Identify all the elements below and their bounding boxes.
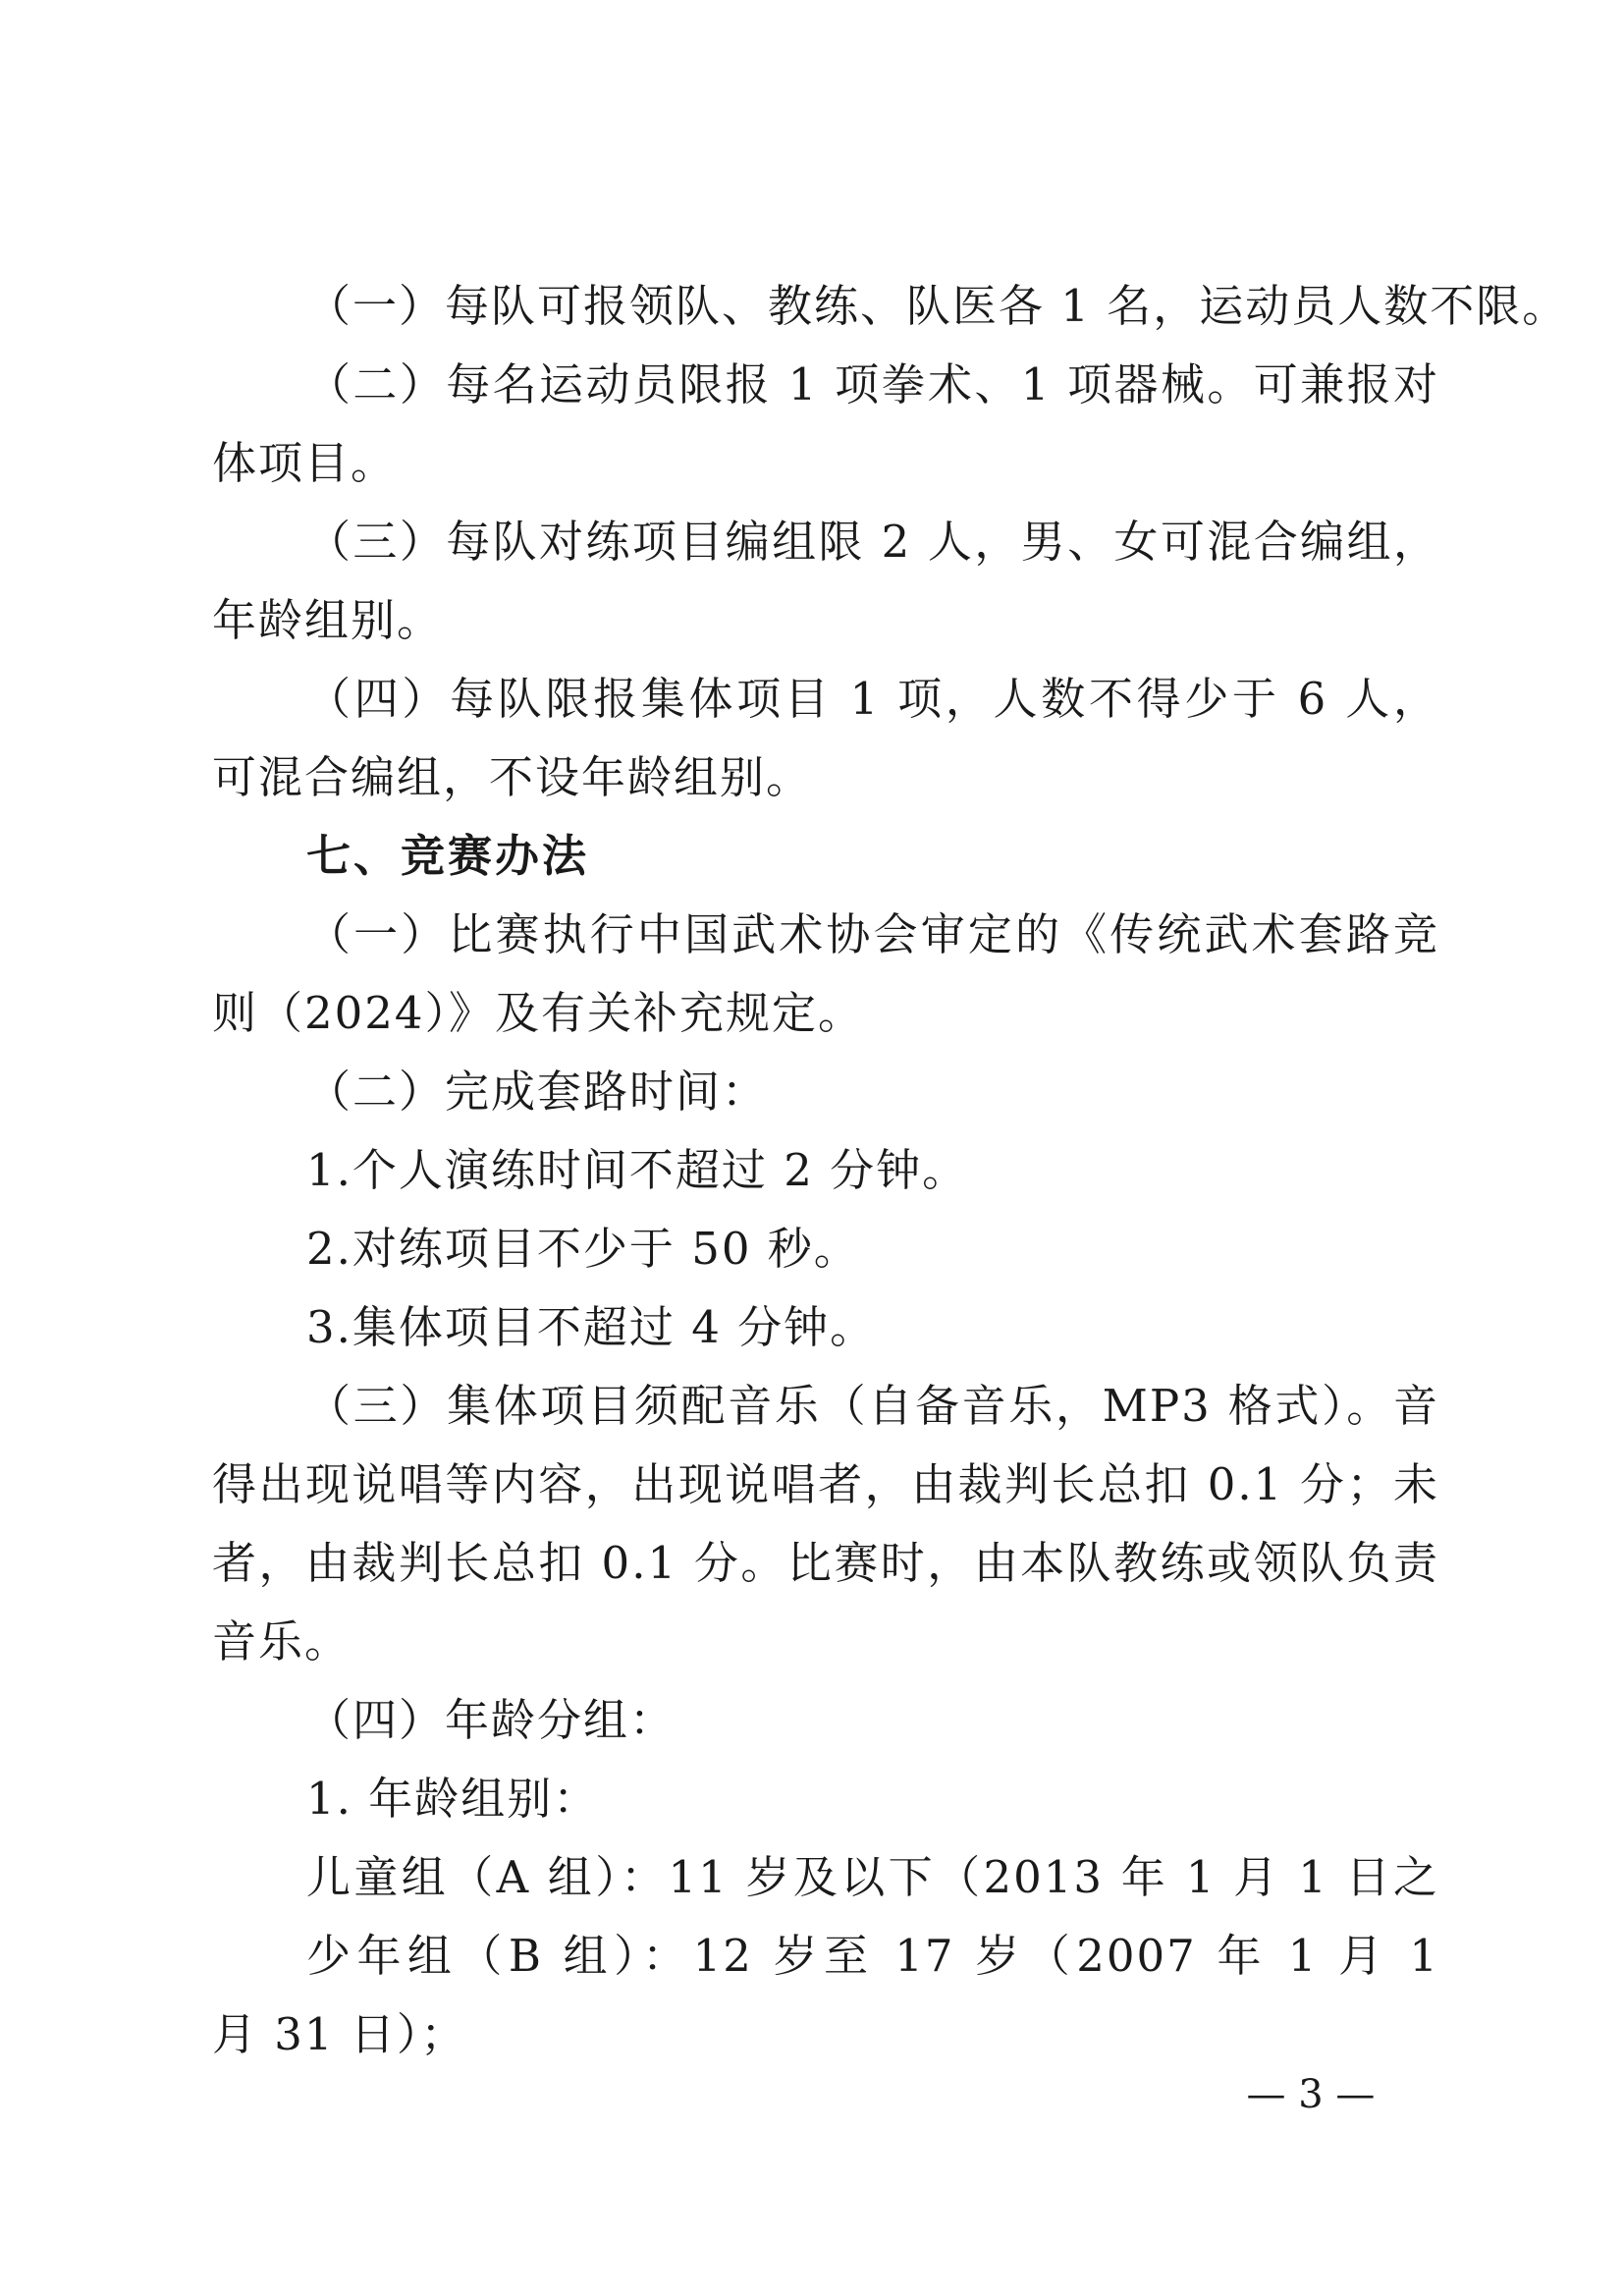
- paragraph-music: （三）集体项目须配音乐（自备音乐，MP3 格式）。音: [306, 1380, 1439, 1432]
- paragraph-rules-cont: 则（2024）》及有关补充规定。: [212, 987, 865, 1039]
- list-item-age-categories: 1. 年龄组别：: [306, 1773, 600, 1825]
- paragraph-music-cont-1: 得出现说唱等内容，出现说唱者，由裁判长总扣 0.1 分；未: [212, 1458, 1439, 1510]
- paragraph-athlete-events-cont: 体项目。: [212, 437, 398, 489]
- list-item-youth-group-cont: 月 31 日）；: [212, 2008, 467, 2060]
- paragraph-age-groups: （四）年龄分组：: [306, 1694, 676, 1746]
- list-item-duel-time: 2.对练项目不少于 50 秒。: [306, 1223, 860, 1275]
- list-item-youth-group: 少年组（B 组）：12 岁至 17 岁（2007 年 1 月 1: [306, 1930, 1439, 1982]
- list-item-children-group: 儿童组（A 组）：11 岁及以下（2013 年 1 月 1 日之: [306, 1851, 1439, 1903]
- list-item-individual-time: 1.个人演练时间不超过 2 分钟。: [306, 1144, 969, 1196]
- paragraph-team-quota: （一）每队可报领队、教练、队医各 1 名，运动员人数不限。: [306, 280, 1569, 332]
- list-item-group-time: 3.集体项目不超过 4 分钟。: [306, 1301, 877, 1353]
- paragraph-group-event-cont: 可混合编组，不设年龄组别。: [212, 751, 813, 803]
- paragraph-music-cont-2: 者，由裁判长总扣 0.1 分。比赛时，由本队教练或领队负责: [212, 1537, 1439, 1589]
- paragraph-duel-grouping: （三）每队对练项目编组限 2 人，男、女可混合编组，: [306, 516, 1439, 568]
- paragraph-music-cont-3: 音乐。: [212, 1615, 352, 1667]
- page-number: — 3 —: [1246, 2072, 1376, 2117]
- paragraph-rules: （一）比赛执行中国武术协会审定的《传统武术套路竞: [306, 908, 1439, 960]
- paragraph-routine-time: （二）完成套路时间：: [306, 1066, 769, 1118]
- paragraph-group-event: （四）每队限报集体项目 1 项，人数不得少于 6 人，: [306, 673, 1439, 725]
- paragraph-duel-grouping-cont: 年龄组别。: [212, 594, 444, 646]
- section-heading-competition-method: 七、竞赛办法: [306, 830, 590, 882]
- paragraph-athlete-events: （二）每名运动员限报 1 项拳术、1 项器械。可兼报对: [306, 358, 1439, 410]
